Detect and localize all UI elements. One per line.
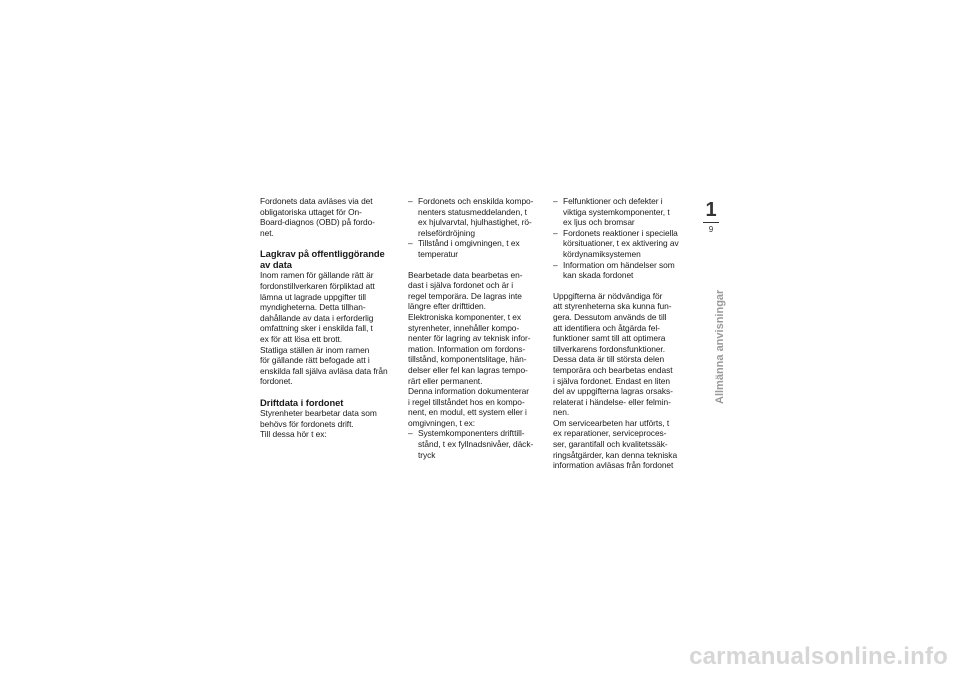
- list-item: [408, 428, 550, 460]
- section-heading-operating-data: Driftdata i fordonet: [260, 396, 344, 408]
- bullet-dash: –: [553, 196, 558, 206]
- paragraph-data-necessary: Uppgifterna är nödvändiga för att styrenheterna ska kunna fun- gera. Dessutom används de till att identifiera och åtgärda fel- funktioner samt till att optimera tillverkarens fordonsfunktioner.: [553, 290, 672, 354]
- paragraph-service-work: Om servicearbeten har utförts, t ex reparationer, serviceproces- ser, garantifall och kvalitetssäk- ringsåtgärder, kan denna tekniska information avläsas från fordonet: [553, 417, 678, 471]
- paragraph-temporary-data: Dessa data är till största delen temporära och bearbetas endast i själva fordonet. Endast en liten del av uppgifterna lagras orsaks- relaterat i händelse- eller felmin- nen.: [553, 354, 673, 418]
- bullet-dash: –: [553, 227, 558, 238]
- paragraph-state-bodies: Statliga ställen är inom ramen för gällande rätt befogade att i enskilda fall själva avläsa data från fordonet.: [260, 344, 388, 387]
- chapter-title-vertical: Allmänna anvisningar: [714, 289, 726, 404]
- list-item-text: Tillstånd i omgivningen, t ex temperatur: [418, 238, 520, 259]
- list-item: [553, 260, 695, 281]
- paragraph-processed-data: Bearbetade data bearbetas en- dast i själva fordonet och är i regel temporära. De lagras inte längre efter drifttiden.: [408, 269, 523, 312]
- paragraph-information-documents: Denna information dokumenterar i regel tillståndet hos en kompo- nent, en modul, ett system eller i omgivningen, t ex:: [408, 386, 529, 428]
- text-column-1: [260, 196, 402, 440]
- watermark: carmanualsonline.info: [689, 643, 948, 670]
- chapter-number: 1: [705, 199, 717, 221]
- bullet-dash: –: [408, 196, 413, 206]
- paragraph-electronic-components: Elektroniska komponenter, t ex styrenheter, innehåller kompo- nenter för lagring av teknisk infor- mation. Information om fordons- tillstånd, komponentslitage, hän- delser eller fel kan lagras tempo- rärt eller permanent.: [408, 311, 531, 386]
- list-item-text: Fordonets och enskilda kompo- nenters statusmeddelanden, t ex hjulvarvtal, hjulhastighet, rö- relsefördröjning: [418, 196, 534, 238]
- list-item-text: Systemkomponenters drifttill- stånd, t ex fyllnadsnivåer, däck- tryck: [418, 428, 534, 460]
- paragraph-examples-lead: Till dessa hör t ex:: [260, 429, 327, 440]
- page-number: 9: [708, 225, 714, 234]
- paragraph-authorities: Inom ramen för gällande rätt är fordonstillverkaren förpliktad att lämna ut lagrade uppgifter till myndigheterna. Detta tillhan- dahållande av data i erforderlig omfattning sker i enskilda fall, t ex för att lösa ett brott.: [260, 270, 375, 344]
- list-item: [408, 196, 550, 238]
- paragraph-control-units: Styrenheter bearbetar data som behövs för fordonets drift.: [260, 407, 377, 429]
- list-item-text: Felfunktioner och defekter i viktiga systemkomponenter, t ex ljus och bromsar: [563, 196, 670, 228]
- chapter-tab: [700, 199, 722, 234]
- section-heading-disclosure: Lagkrav på offentliggörande av data: [260, 248, 385, 271]
- bullet-dash: –: [408, 428, 413, 439]
- bullet-dash: –: [408, 238, 413, 249]
- intro-paragraph: Fordonets data avläses via det obligatoriska uttaget för On- Board-diagnos (OBD) på fordo- net.: [260, 196, 375, 238]
- chapter-divider: [703, 222, 719, 223]
- list-item-text: Information om händelser som kan skada fordonet: [563, 259, 675, 281]
- text-column-2: [408, 196, 550, 460]
- list-item-text: Fordonets reaktioner i speciella körsituationer, t ex aktivering av kördynamiksystemen: [563, 227, 679, 259]
- list-item: [553, 196, 695, 228]
- text-column-3: [553, 196, 695, 471]
- list-item: [553, 228, 695, 260]
- bullet-dash: –: [553, 259, 558, 270]
- list-item: [408, 238, 550, 259]
